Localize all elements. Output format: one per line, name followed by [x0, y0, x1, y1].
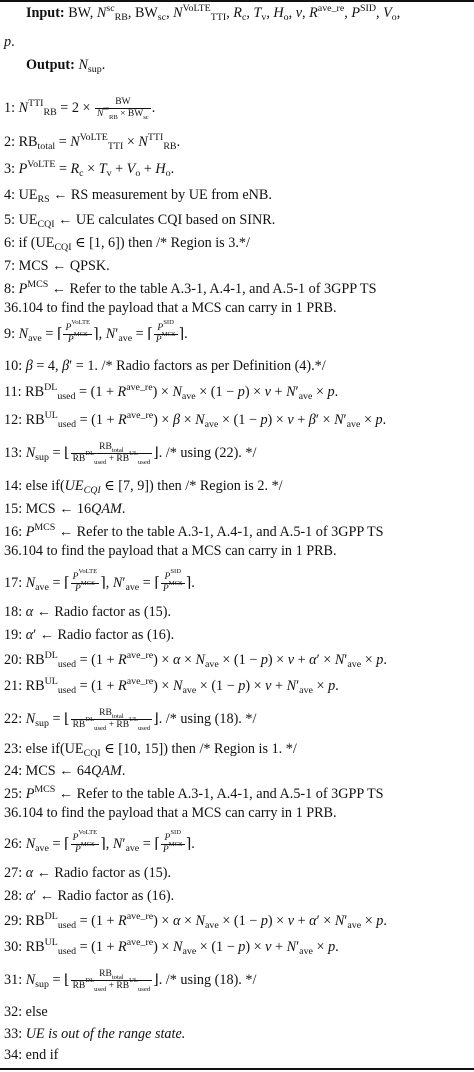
output-label: Output	[26, 57, 71, 73]
algo-line-30: 30: $RB^{UL}_{used} = (1 + R^{ave\_re}) \times N_{ave} \times (1 - p) \times v + N'_{ave} \times p$.	[4, 937, 339, 957]
algo-line-26: 26: $N_{ave}$ = ⌈ $\frac{P^{VoLTE}}{P^{MCS}}$ ⌉, $N'_{ave}$ = ⌈ $\frac{P^{SID}}{P^{MCS}}$ ⌉.	[4, 829, 195, 855]
algo-line-14: 14: else $if(UE_{CQI}$ ∈ [7, 9]) then /* Region is 2. */	[4, 478, 283, 496]
algo-line-9: 9: $N_{ave}$ = ⌈ $\frac{P^{VoLTE}}{P^{MCS}}$ ⌉, $N'_{ave}$ = ⌈ $\frac{P^{SID}}{P^{MCS}}$ ⌉.	[4, 319, 188, 345]
algo-line-13: 13: $N_{sup}$ = ⌊ $\frac{RB_{total}}{RB^{DL}_{used} + RB^{UL}_{used}}$ ⌋. /* using (22). */	[4, 442, 257, 466]
algo-line-20: 20: $RB^{DL}_{used} = (1 + R^{ave\_re}) \times \alpha \times N_{ave} \times (1 - p) \times v + \alpha' \times N'_{ave} \times p$.	[4, 650, 387, 670]
algo-line-12: 12: $RB^{UL}_{used} = (1 + R^{ave\_re}) \times \beta \times N_{ave} \times (1 - p) \times v + \beta' \times N'_{ave} \times p$.	[4, 410, 387, 430]
algo-line-27: 27: α ← Radio factor as (15).	[4, 865, 172, 881]
algo-line-15: 15: MCS ← 16QAM.	[4, 501, 126, 517]
algo-line-25-cont: 36.104 to find the payload that a MCS can carry in 1 PRB.	[4, 805, 337, 821]
algo-line-22: 22: $N_{sup}$ = ⌊ $\frac{RB_{total}}{RB^{DL}_{used} + RB^{UL}_{used}}$ ⌋. /* using (18). */	[4, 708, 257, 732]
input-line: Input: BW, $N^{sc}_{RB}$, $BW_{sc}$, $N^{VoLTE}_{TTI}$, $R_c$, $T_v$, $H_o$, v, $R^{ave\_re}$, $P^{SID}$, $V_o$,	[26, 3, 401, 23]
algo-line-16: 16: $P^{MCS}$ ← Refer to the table A.3-1, A.4-1, and A.5-1 of 3GPP TS	[4, 522, 384, 540]
algo-line-3: 3: $P^{VoLTE} = R_c \times T_v + V_o + H_o$.	[4, 159, 175, 179]
top-rule	[0, 0, 474, 2]
algo-line-21: 21: $RB^{UL}_{used} = (1 + R^{ave\_re}) \times N_{ave} \times (1 - p) \times v + N'_{ave} \times p$.	[4, 676, 339, 696]
algo-line-17: 17: $N_{ave}$ = ⌈ $\frac{P^{VoLTE}}{P^{MCS}}$ ⌉, $N'_{ave}$ = ⌈ $\frac{P^{SID}}{P^{MCS}}$ ⌉.	[4, 568, 195, 594]
algo-line-28: 28: α′ ← Radio factor as (16).	[4, 888, 175, 904]
algo-line-4: 4: $UE_{RS}$ ← RS measurement by UE from eNB.	[4, 187, 272, 205]
algo-line-32: 32: else	[4, 1004, 48, 1020]
algo-line-33: 33: UE is out of the range state.	[4, 1026, 186, 1042]
algo-line-6: 6: if ($UE_{CQI}$ ∈ [1, 6]) then /* Region is 3.*/	[4, 235, 250, 253]
algo-line-18: 18: α ← Radio factor as (15).	[4, 604, 172, 620]
algo-line-16-cont: 36.104 to find the payload that a MCS can carry in 1 PRB.	[4, 543, 337, 559]
algo-line-5: 5: $UE_{CQI}$ ← UE calculates CQI based on SINR.	[4, 212, 276, 230]
algo-line-1: 1: $N^{TTI}_{RB} = 2$ × $\frac{BW}{N^{sc}_{RB} \times BW_{sc}}$ .	[4, 97, 156, 121]
algo-line-31: 31: $N_{sup}$ = ⌊ $\frac{RB_{total}}{RB^{DL}_{used} + RB^{UL}_{used}}$ ⌋. /* using (18). */	[4, 969, 257, 993]
algo-line-10: 10: β = 4, β′ = 1. /* Radio factors as per Definition (4).*/	[4, 358, 326, 374]
algo-line-7: 7: MCS ← QPSK.	[4, 258, 110, 274]
algo-line-19: 19: α′ ← Radio factor as (16).	[4, 627, 175, 643]
algo-line-23: 23: else $if(UE_{CQI}$ ∈ [10, 15]) then /* Region is 1. */	[4, 741, 297, 759]
algo-line-24: 24: MCS ← 64QAM.	[4, 763, 126, 779]
algo-line-29: 29: $RB^{DL}_{used} = (1 + R^{ave\_re}) \times \alpha \times N_{ave} \times (1 - p) \times v + \alpha' \times N'_{ave} \times p$.	[4, 911, 387, 931]
algo-line-2: 2: $RB_{total} = N^{VoLTE}_{TTI} \times N^{TTI}_{RB}$.	[4, 132, 181, 152]
algo-line-8: 8: $P^{MCS}$ ← Refer to the table A.3-1, A.4-1, and A.5-1 of 3GPP TS	[4, 279, 377, 297]
algo-line-8-cont: 36.104 to find the payload that a MCS can carry in 1 PRB.	[4, 300, 337, 316]
algo-line-11: 11: $RB^{DL}_{used} = (1 + R^{ave\_re}) \times N_{ave} \times (1 - p) \times v + N'_{ave} \times p$.	[4, 382, 339, 402]
algo-line-25: 25: $P^{MCS}$ ← Refer to the table A.3-1, A.4-1, and A.5-1 of 3GPP TS	[4, 784, 384, 802]
input-label: Input	[26, 5, 60, 21]
algo-line-34: 34: end if	[4, 1047, 59, 1063]
output-line: Output: $N_{sup}$.	[26, 57, 106, 75]
bottom-rule	[0, 1068, 474, 1070]
input-line-cont: p.	[4, 34, 15, 50]
